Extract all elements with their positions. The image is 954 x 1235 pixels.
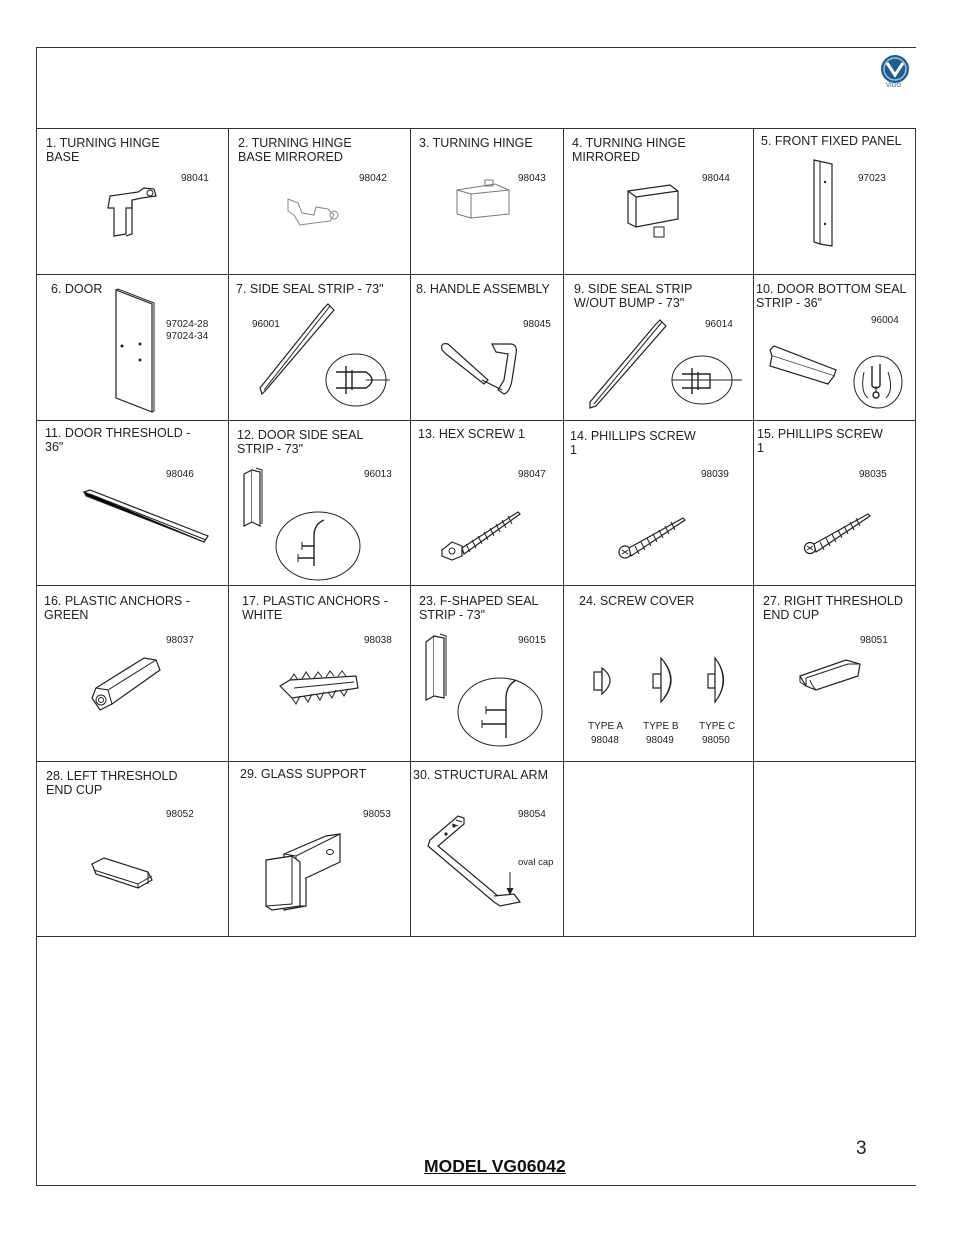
plastic-anchor-white-icon [276,670,362,706]
part-number: 98046 [166,469,194,480]
part-title: 30. STRUCTURAL ARM [413,768,548,782]
part-number: 98049 [646,735,674,746]
part-title: 4. TURNING HINGE MIRRORED [572,136,686,164]
part-title: 15. PHILLIPS SCREW 1 [757,427,883,455]
part-number: 96004 [871,315,899,326]
part-number: 98037 [166,635,194,646]
part-title: 27. RIGHT THRESHOLD END CUP [763,594,903,622]
plastic-anchor-green-icon [88,654,164,720]
door-threshold-icon [80,488,212,548]
left-threshold-end-cup-icon [88,854,156,894]
part-title: 5. FRONT FIXED PANEL [761,134,902,148]
grid-line [36,128,916,129]
part-title: 1. TURNING HINGE BASE [46,136,160,164]
grid-line [753,128,754,936]
grid-line [410,128,411,936]
part-title: 29. GLASS SUPPORT [240,767,367,781]
handle-assembly-icon [438,340,522,398]
grid-line [36,274,916,275]
side-seal-strip-no-bump-icon [588,318,748,412]
part-number: 98035 [859,469,887,480]
oval-cap-label: oval cap [518,857,554,868]
part-title: 12. DOOR SIDE SEAL STRIP - 73" [237,428,364,456]
part-number: 96014 [705,319,733,330]
grid-line [36,420,916,421]
door-bottom-seal-icon [764,342,906,412]
part-title: 10. DOOR BOTTOM SEAL STRIP - 36" [756,282,907,310]
part-title: 24. SCREW COVER [579,594,695,608]
f-shaped-seal-icon [422,606,546,748]
part-number: 98047 [518,469,546,480]
part-number: 98048 [591,735,619,746]
part-number: 98052 [166,809,194,820]
part-number: 96001 [252,319,280,330]
part-title: 6. DOOR [51,282,103,296]
screw-cover-type-b-icon [651,656,677,704]
part-title: 11. DOOR THRESHOLD - 36" [45,426,191,454]
glass-support-icon [262,830,346,912]
part-title: 28. LEFT THRESHOLD END CUP [46,769,178,797]
part-title: 13. HEX SCREW 1 [418,427,525,441]
grid-line [36,936,916,937]
structural-arm-icon [422,812,526,912]
part-title: 9. SIDE SEAL STRIP W/OUT BUMP - 73" [574,282,693,310]
turning-hinge-mirrored-icon [284,193,344,229]
turning-hinge-icon [455,180,515,222]
turning-hinge-base-icon [104,186,164,240]
grid-line [36,761,916,762]
part-number: 96015 [518,635,546,646]
turning-hinge-mirrored-icon [626,183,682,241]
phillips-screw-icon [802,510,872,558]
part-number: 97023 [858,173,886,184]
screw-cover-type-c-icon [706,656,730,704]
part-title: 23. F-SHAPED SEAL STRIP - 73" [419,594,539,622]
part-number: 98051 [860,635,888,646]
page-number: 3 [856,1138,867,1159]
part-title: 2. TURNING HINGE BASE MIRRORED [238,136,352,164]
type-label: TYPE A [588,721,624,732]
front-fixed-panel-icon [810,158,840,250]
type-label: TYPE C [699,721,736,732]
part-number: 98044 [702,173,730,184]
phillips-screw-icon [617,514,687,564]
screw-cover-type-a-icon [592,666,620,696]
part-title: 8. HANDLE ASSEMBLY [416,282,550,296]
side-seal-strip-icon [256,300,391,412]
part-number: 98050 [702,735,730,746]
part-number: 96013 [364,469,392,480]
part-number: 98045 [523,319,551,330]
model-title: MODEL VG06042 [424,1156,566,1176]
part-title: 16. PLASTIC ANCHORS - GREEN [44,594,190,622]
logo-text: VIGO [886,83,902,89]
part-number: 98042 [359,173,387,184]
right-threshold-end-cup-icon [796,656,864,694]
part-number: 98039 [701,469,729,480]
part-title: 14. PHILLIPS SCREW 1 [570,429,696,457]
part-number: 98053 [363,809,391,820]
grid-line [228,128,229,936]
part-number: 97024-28 97024-34 [166,319,209,342]
part-number: 98041 [181,173,209,184]
part-number: 98054 [518,809,546,820]
part-title: 7. SIDE SEAL STRIP - 73" [236,282,384,296]
part-number: 98043 [518,173,546,184]
hex-screw-icon [440,506,524,562]
grid-line [915,128,916,936]
part-title: 17. PLASTIC ANCHORS - WHITE [242,594,388,622]
type-label: TYPE B [643,721,679,732]
door-side-seal-icon [240,466,364,582]
part-number: 98038 [364,635,392,646]
part-title: 3. TURNING HINGE [419,136,533,150]
grid-line [36,585,916,586]
grid-line [563,128,564,936]
door-panel-icon [112,286,158,414]
